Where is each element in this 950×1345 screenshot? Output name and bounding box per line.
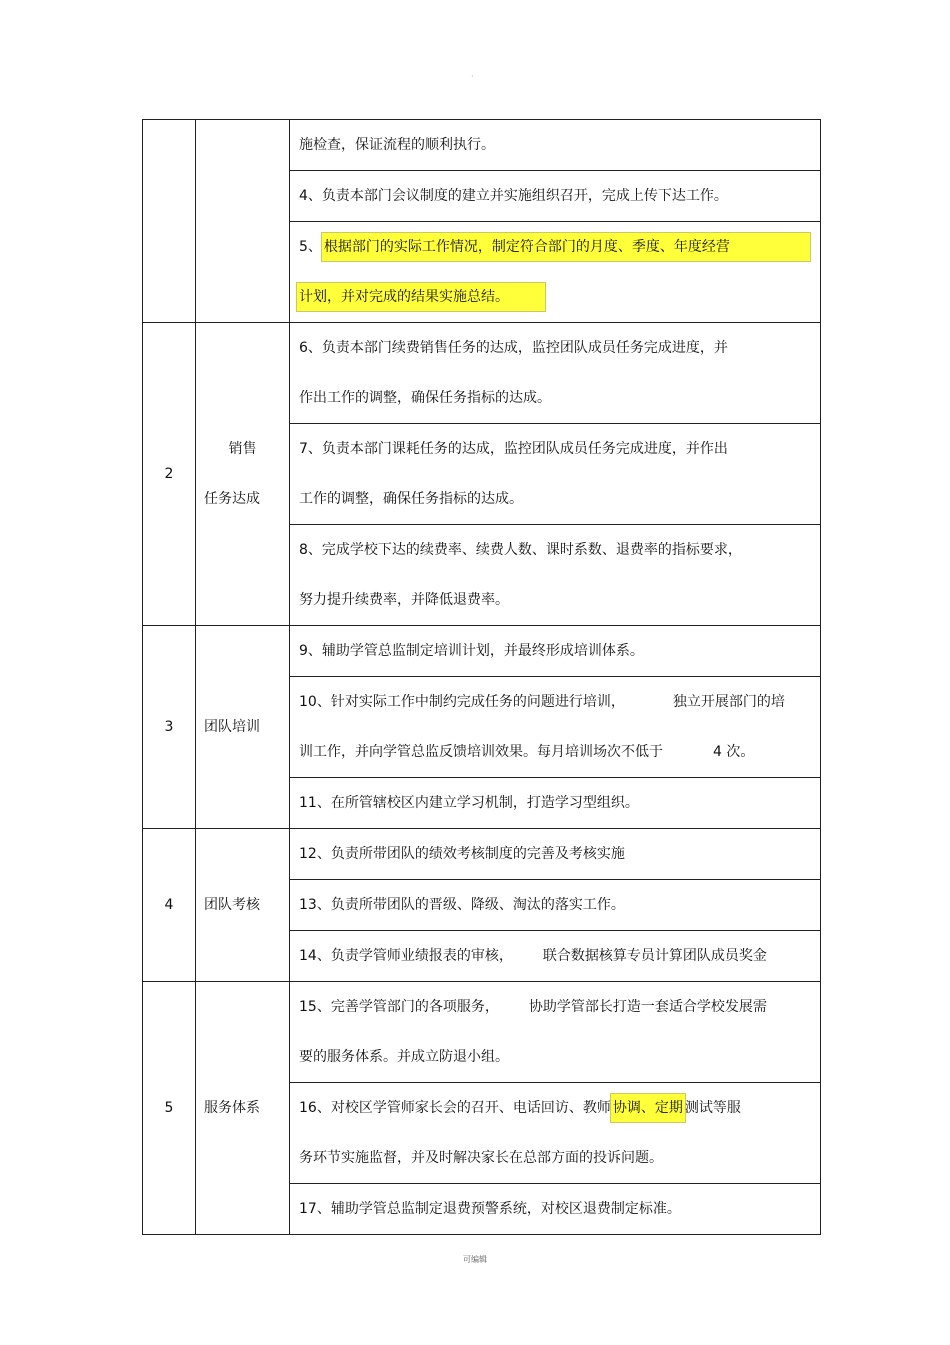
duty-text-line: 6、负责本部门续费销售任务的达成，监控团队成员任务完成进度，并 [299, 340, 728, 356]
highlighted-text: 协调、定期 [611, 1094, 685, 1122]
duty-item [290, 829, 821, 880]
duty-item [290, 982, 821, 1083]
page-footer: 可编辑 [463, 1255, 487, 1264]
duty-text-line: 工作的调整，确保任务指标的达成。 [299, 491, 523, 507]
duty-text-segment: 14、负责学管师业绩报表的审核， [299, 948, 513, 964]
item-prefix: 5、 [299, 239, 322, 255]
duty-text-line: 努力提升续费率，并降低退费率。 [299, 592, 509, 608]
duty-item [290, 1083, 821, 1184]
duty-text-segment: 独立开展部门的培 [672, 694, 785, 710]
table-row [143, 626, 821, 677]
duty-item [290, 778, 821, 829]
duty-table [142, 119, 821, 1235]
duty-text-line [299, 677, 812, 727]
row-number-cell: 2 [143, 323, 196, 626]
duty-text-segment: 训工作，并向学管总监反馈培训效果。每月培训场次不低于 [299, 744, 663, 760]
top-mark: · [471, 72, 474, 81]
category-label: 任务达成 [204, 491, 260, 507]
duty-text-line: 务环节实施监督，并及时解决家长在总部方面的投诉问题。 [299, 1150, 663, 1166]
duty-text-segment: 15、完善学管部门的各项服务， [299, 999, 499, 1015]
table-row [143, 323, 821, 424]
category-cell: 团队培训 [196, 626, 290, 829]
highlighted-text: 根据部门的实际工作情况，制定符合部门的月度、季度、年度经营 [322, 233, 810, 261]
duty-text-line [299, 931, 812, 981]
duty-text-line [299, 222, 812, 272]
duty-text-line [299, 727, 812, 777]
duty-text: 9、辅助学管总监制定培训计划，并最终形成培训体系。 [299, 643, 644, 659]
duty-item [290, 222, 821, 323]
table-row [143, 982, 821, 1083]
duty-text-line: 7、负责本部门课耗任务的达成，监控团队成员任务完成进度，并作出 [299, 441, 728, 457]
duty-text: 11、在所管辖校区内建立学习机制，打造学习型组织。 [299, 795, 639, 811]
duty-text-line [299, 982, 812, 1032]
duty-text-line [299, 272, 812, 322]
category-cell [196, 323, 290, 626]
row-number-cell [143, 120, 196, 323]
category-cell: 服务体系 [196, 982, 290, 1235]
duty-text-line [299, 1083, 812, 1133]
duty-text-segment: 协助学管部长打造一套适合学校发展需 [528, 999, 767, 1015]
duty-text-segment: 联合数据核算专员计算团队成员奖金 [542, 948, 767, 964]
duty-text-line: 作出工作的调整，确保任务指标的达成。 [299, 390, 551, 406]
duty-text-segment: 16、对校区学管师家长会的召开、电话回访、教师 [299, 1100, 611, 1116]
duty-text: 17、辅助学管总监制定退费预警系统，对校区退费制定标准。 [299, 1201, 681, 1217]
duty-item [290, 120, 821, 171]
duty-item [290, 626, 821, 677]
duty-item [290, 171, 821, 222]
duty-text-segment: 测试等服 [684, 1100, 741, 1116]
duty-item [290, 424, 821, 525]
duty-item [290, 525, 821, 626]
duty-text-line: 要的服务体系。并成立防退小组。 [299, 1049, 509, 1065]
duty-text: 施检查，保证流程的顺利执行。 [299, 137, 495, 153]
duty-item [290, 1184, 821, 1235]
row-number-cell: 3 [143, 626, 196, 829]
table-row [143, 120, 821, 171]
duty-text-line: 8、完成学校下达的续费率、续费人数、课时系数、退费率的指标要求， [299, 542, 742, 558]
duty-item [290, 880, 821, 931]
category-label: 销售 [228, 441, 257, 457]
duty-text-segment: 4 次。 [713, 744, 755, 760]
duty-text-segment: 10、针对实际工作中制约完成任务的问题进行培训， [299, 694, 625, 710]
duty-item [290, 931, 821, 982]
row-number-cell: 5 [143, 982, 196, 1235]
duty-text: 13、负责所带团队的晋级、降级、淘汰的落实工作。 [299, 897, 625, 913]
highlighted-text: 计划，并对完成的结果实施总结。 [297, 283, 545, 311]
duty-item [290, 323, 821, 424]
category-cell: 团队考核 [196, 829, 290, 982]
duty-text: 4、负责本部门会议制度的建立并实施组织召开，完成上传下达工作。 [299, 188, 728, 204]
category-cell [196, 120, 290, 323]
duty-text: 12、负责所带团队的绩效考核制度的完善及考核实施 [299, 846, 625, 862]
table-row [143, 829, 821, 880]
row-number-cell: 4 [143, 829, 196, 982]
duty-item [290, 677, 821, 778]
